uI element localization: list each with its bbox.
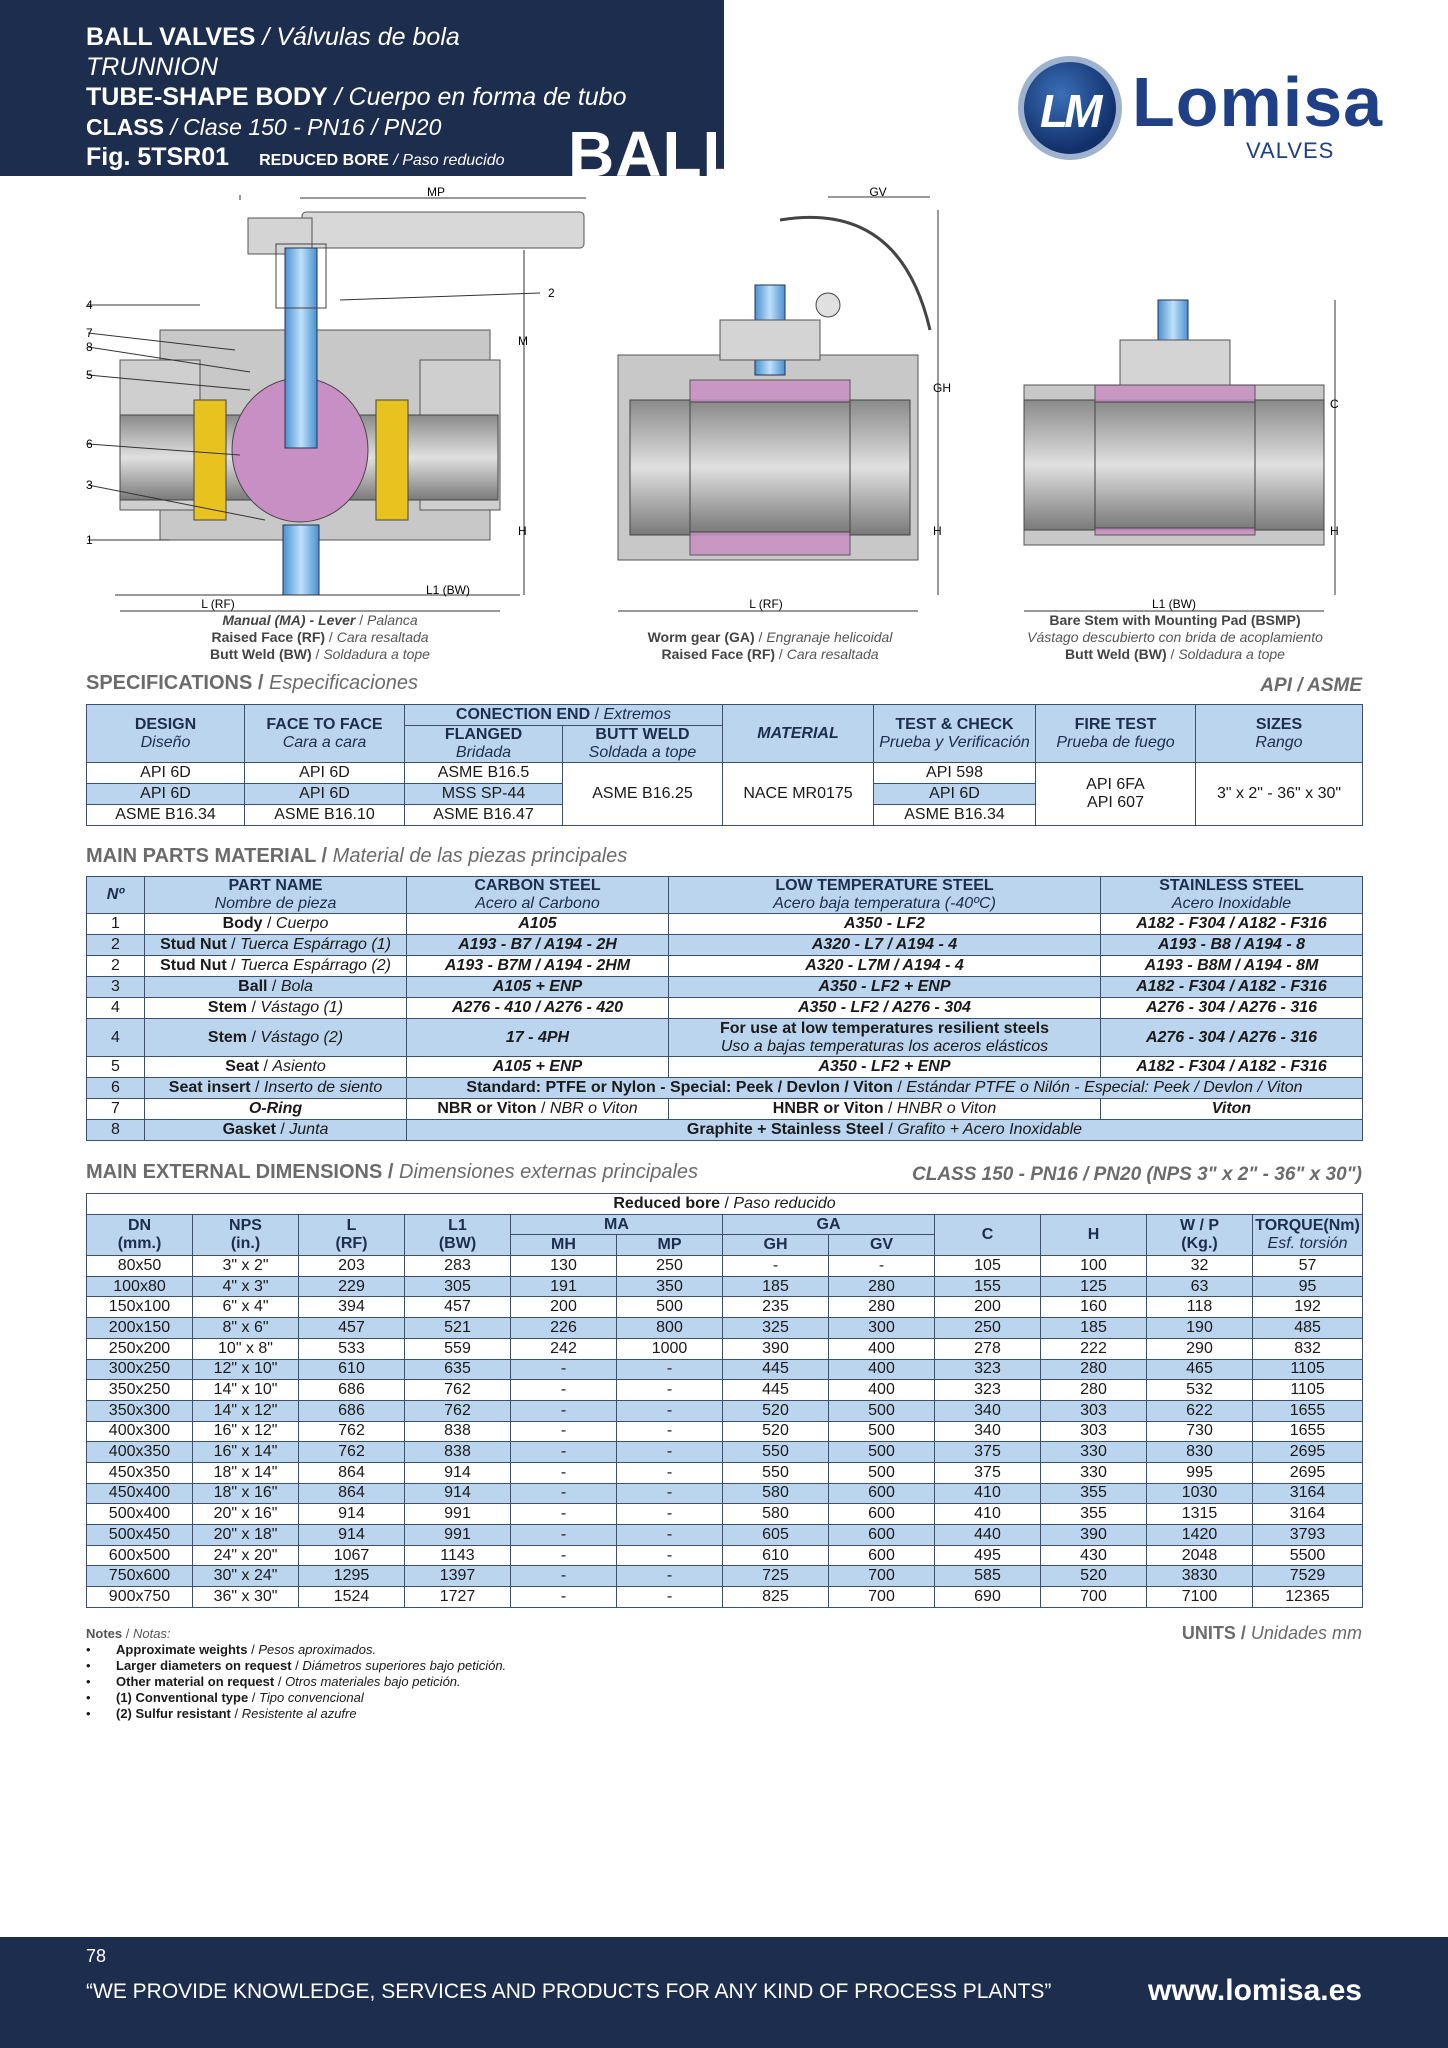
units-label: UNITS / Unidades mm bbox=[1181, 1623, 1362, 1643]
label-6: 6 bbox=[86, 437, 93, 451]
dims-row: 500x450 20" x 18" 914 991 - - 605 600 440 390 1420 3793 bbox=[87, 1525, 1363, 1546]
dims-row: 300x250 12" x 10" 610 635 - - 445 400 323 280 465 1105 bbox=[87, 1359, 1363, 1380]
spec-title: SPECIFICATIONS / Especificaciones bbox=[86, 672, 418, 694]
note-item: • Other material on request / Otros materiales bajo petición. bbox=[86, 1674, 506, 1690]
label-gv: GV bbox=[869, 185, 887, 199]
dims-row: 900x750 36" x 30" 1524 1727 - - 825 700 690 700 7100 12365 bbox=[87, 1587, 1363, 1608]
label-2: 2 bbox=[548, 286, 555, 300]
label-h3: H bbox=[1330, 524, 1339, 538]
note-item: • (2) Sulfur resistant / Resistente al azufre bbox=[86, 1706, 506, 1722]
header-banner bbox=[0, 0, 743, 190]
website-link[interactable]: www.lomisa.es bbox=[1148, 1974, 1362, 2007]
drawing-gear-valve bbox=[618, 185, 951, 611]
parts-row: 4 Stem / Vástago (2) 17 - 4PH For use at low temperatures resilient steels Uso a bajas temperaturas los aceros elásticos A276 - 304 / A276 - 316 bbox=[87, 1019, 1363, 1057]
dims-row: 750x600 30" x 24" 1295 1397 - - 725 700 585 520 3830 7529 bbox=[87, 1566, 1363, 1587]
parts-table: Nº PART NAME Nombre de pieza CARBON STEEL Acero al Carbono LOW TEMPERATURE STEEL Acero baja temperatura (-40ºC) STAINLESS STEEL Acero Inoxidable 1 Body / Cuerpo A105 A350 - LF2 A182 - F304 / A182 - F316 2 Stud Nut / Tuerca Espárrago (1) A193 - B7 / A194 - 2H A320 - L7 / A194 - 4 A193 - B8 / A194 - 8 2 Stud Nut / Tuerca Espárrago (2) A193 - B7M / A194 - 2HM A320 - L7M / A194 - 4 A193 - B8M / A194 - 8M 3 Ball / Bola A105 + ENP A350 - LF2 + ENP A182 - F304 / A182 - F316 4 Stem / Vástago (1) A276 - 410 / A276 - 420 A350 - LF2 / A276 - 304 A276 - 304 / A276 - 316 4 Stem / Vástago (2) 17 - 4PH For use at low temperatures resilient steels Uso a bajas temperaturas los aceros elásticos A276 - 304 / A276 - 316 5 Seat / Asiento A105 + ENP A350 - LF2 + ENP A182 - F304 / A182 - F316 6 Seat insert / Inserto de siento Standard: PTFE or Nylon - Special: Peek / Devlon / Viton / Estándar PTFE o Nilón - Especial: Peek / Devlon / Viton 7 O-Ring NBR or Viton / NBR o Viton HNBR or Viton / HNBR o Viton Viton 8 Gasket / Junta Graphite + Stainless Steel / Grafito + Acero Inoxidable bbox=[86, 876, 1363, 1141]
dims-row: 200x150 8" x 6" 457 521 226 800 325 300 250 185 190 485 bbox=[87, 1318, 1363, 1339]
label-gh: GH bbox=[933, 381, 951, 395]
parts-row: 2 Stud Nut / Tuerca Espárrago (1) A193 - B7 / A194 - 2H A320 - L7 / A194 - 4 A193 - B8 / A194 - 8 bbox=[87, 935, 1363, 956]
dims-table: Reduced bore / Paso reducido DN (mm.) NPS (in.) L (RF) L1 (BW) MA GA C H W / P (Kg.) TORQUE(Nm) Esf. torsión MH MP GH GV 80x50 3" x 2" 203 283 130 250 - - 105 100 32 57 100x80 4" x 3" 229 305 191 350 185 280 155 125 63 95 150x100 6" x 4" 394 457 200 500 235 280 200 160 118 192 200x150 8" x 6" 457 521 226 800 325 300 250 185 190 485 250x200 10" x 8" 533 559 242 1000 390 400 278 222 290 832 300x250 12" x 10" 610 635 - - 445 400 323 280 465 1105 350x250 14" x 10" 686 762 - - 445 400 323 280 532 1105 350x300 14" x 12" 686 762 - - 520 500 340 303 622 1655 400x300 16" x 12" 762 838 - - 520 500 340 303 730 1655 400x350 16" x 14" 762 838 - - 550 500 375 330 830 2695 450x350 18" x 14" 864 914 - - 550 500 375 330 995 2695 450x400 18" x 16" 864 914 - - 580 600 410 355 1030 3164 500x400 20" x 16" 914 991 - - 580 600 410 355 1315 3164 500x450 20" x 18" 914 991 - - 605 600 440 390 1420 3793 600x500 24" x 20" 1067 1143 - - 610 600 495 430 2048 5500 750x600 30" x 24" 1295 1397 - - 725 700 585 520 3830 7529 900x750 36" x 30" 1524 1727 - - 825 700 690 700 7100 12365 bbox=[86, 1193, 1363, 1608]
label-7: 7 bbox=[86, 326, 93, 340]
parts-row: 5 Seat / Asiento A105 + ENP A350 - LF2 + ENP A182 - F304 / A182 - F316 bbox=[87, 1057, 1363, 1078]
valve-drawings bbox=[0, 178, 1448, 618]
parts-row: 1 Body / Cuerpo A105 A350 - LF2 A182 - F304 / A182 - F316 bbox=[87, 914, 1363, 935]
notes: Notes / Notas: • Approximate weights / Pesos aproximados. • Larger diameters on request / Diámetros superiores bajo petición. • Other material on request / Otros materiales bajo petición. • (1) Conventional type / Tipo convencional • (2) Sulfur resistant / Resistente al azufre bbox=[86, 1626, 506, 1722]
dims-title: MAIN EXTERNAL DIMENSIONS / Dimensiones externas principales bbox=[86, 1161, 699, 1183]
dims-row: 400x350 16" x 14" 762 838 - - 550 500 375 330 830 2695 bbox=[87, 1442, 1363, 1463]
caption-bare-stem: Bare Stem with Mounting Pad (BSMP) Vástago descubierto con brida de acoplamiento Butt Weld (BW) / Soldadura a tope bbox=[1027, 612, 1323, 662]
label-l: L (RF) bbox=[201, 597, 235, 611]
caption-gear: Worm gear (GA) / Engranaje helicoidal Raised Face (RF) / Cara resaltada bbox=[647, 629, 893, 662]
label-m: M bbox=[518, 334, 528, 348]
label-h2: H bbox=[933, 524, 942, 538]
ball-watermark: BALL bbox=[568, 118, 743, 190]
spec-standard: API / ASME bbox=[1260, 675, 1362, 696]
label-1: 1 bbox=[86, 533, 93, 547]
title-line-2: TRUNNION bbox=[86, 53, 218, 81]
parts-row-8: 8 Gasket / Junta Graphite + Stainless Steel / Grafito + Acero Inoxidable bbox=[87, 1120, 1363, 1141]
dims-row: 150x100 6" x 4" 394 457 200 500 235 280 200 160 118 192 bbox=[87, 1297, 1363, 1318]
logo-sub: VALVES bbox=[1246, 138, 1335, 163]
label-l13: L1 (BW) bbox=[1151, 597, 1197, 611]
parts-row-7: 7 O-Ring NBR or Viton / NBR o Viton HNBR or Viton / HNBR o Viton Viton bbox=[87, 1099, 1363, 1120]
label-h: H bbox=[518, 524, 527, 538]
footer-slogan: “WE PROVIDE KNOWLEDGE, SERVICES AND PRODUCTS FOR ANY KIND OF PROCESS PLANTS” bbox=[86, 1980, 1052, 2003]
note-item: • Larger diameters on request / Diámetros superiores bajo petición. bbox=[86, 1658, 506, 1674]
label-8: 8 bbox=[86, 340, 93, 354]
spec-table: DESIGN Diseño FACE TO FACE Cara a cara CONECTION END / Extremos MATERIAL TEST & CHECK Prueba y Verificación FIRE TEST Prueba de fuego SIZES Rango FLANGED Bridada BUTT WELD Soldada a tope API 6D API 6D ASME B16.5 ASME B16.25 NACE MR0175 API 598 API 6FA API 607 3" x 2" - 36" x 30" API 6D API 6D MSS SP-44 API 6D ASME B16.34 ASME B16.10 ASME B16.47 ASME B16.34 bbox=[86, 704, 1363, 826]
label-l1: L1 (BW) bbox=[425, 583, 471, 597]
label-3: 3 bbox=[86, 478, 93, 492]
dims-row: 100x80 4" x 3" 229 305 191 350 185 280 155 125 63 95 bbox=[87, 1276, 1363, 1297]
dims-row: 350x300 14" x 12" 686 762 - - 520 500 340 303 622 1655 bbox=[87, 1400, 1363, 1421]
drawing-lever-valve bbox=[86, 185, 586, 611]
label-mp: MP bbox=[427, 185, 445, 199]
parts-row: 3 Ball / Bola A105 + ENP A350 - LF2 + ENP A182 - F304 / A182 - F316 bbox=[87, 977, 1363, 998]
drawing-bare-stem-valve bbox=[1024, 300, 1339, 611]
figure-code: Fig. 5TSR01 REDUCED BORE / Paso reducido bbox=[86, 143, 505, 171]
parts-row: 2 Stud Nut / Tuerca Espárrago (2) A193 - B7M / A194 - 2HM A320 - L7M / A194 - 4 A193 - B8M / A194 - 8M bbox=[87, 956, 1363, 977]
label-4: 4 bbox=[86, 298, 93, 312]
dims-row: 80x50 3" x 2" 203 283 130 250 - - 105 100 32 57 bbox=[87, 1256, 1363, 1277]
dims-class: CLASS 150 - PN16 / PN20 (NPS 3" x 2" - 36" x 30") bbox=[912, 1164, 1362, 1185]
dims-row: 450x350 18" x 14" 864 914 - - 550 500 375 330 995 2695 bbox=[87, 1462, 1363, 1483]
parts-title: MAIN PARTS MATERIAL / Material de las piezas principales bbox=[86, 845, 628, 867]
dims-row: 500x400 20" x 16" 914 991 - - 580 600 410 355 1315 3164 bbox=[87, 1504, 1363, 1525]
label-5: 5 bbox=[86, 368, 93, 382]
parts-row: 4 Stem / Vástago (1) A276 - 410 / A276 - 420 A350 - LF2 / A276 - 304 A276 - 304 / A276 - 316 bbox=[87, 998, 1363, 1019]
lomisa-logo bbox=[1018, 52, 1384, 172]
label-c: C bbox=[1330, 397, 1339, 411]
dims-row: 350x250 14" x 10" 686 762 - - 445 400 323 280 532 1105 bbox=[87, 1380, 1363, 1401]
dims-row: 600x500 24" x 20" 1067 1143 - - 610 600 495 430 2048 5500 bbox=[87, 1545, 1363, 1566]
note-item: • Approximate weights / Pesos aproximados. bbox=[86, 1642, 506, 1658]
page-number: 78 bbox=[86, 1946, 107, 1966]
logo-name: Lomisa bbox=[1132, 63, 1384, 141]
title-line-1: BALL VALVES / Válvulas de bola bbox=[86, 23, 460, 51]
parts-row-6: 6 Seat insert / Inserto de siento Standard: PTFE or Nylon - Special: Peek / Devlon / Viton / Estándar PTFE o Nilón - Especial: Peek / Devlon / Viton bbox=[87, 1078, 1363, 1099]
label-l2: L (RF) bbox=[749, 597, 783, 611]
note-item: • (1) Conventional type / Tipo convencional bbox=[86, 1690, 506, 1706]
dims-row: 400x300 16" x 12" 762 838 - - 520 500 340 303 730 1655 bbox=[87, 1421, 1363, 1442]
title-line-4: CLASS / Clase 150 - PN16 / PN20 bbox=[86, 114, 442, 140]
dims-row: 450x400 18" x 16" 864 914 - - 580 600 410 355 1030 3164 bbox=[87, 1483, 1363, 1504]
caption-lever: Manual (MA) - Lever / Palanca Raised Face (RF) / Cara resaltada Butt Weld (BW) / Soldadura a tope bbox=[210, 612, 430, 662]
dims-row: 250x200 10" x 8" 533 559 242 1000 390 400 278 222 290 832 bbox=[87, 1338, 1363, 1359]
logo-circle-icon: LM bbox=[1018, 56, 1122, 160]
title-line-3: TUBE-SHAPE BODY / Cuerpo en forma de tubo bbox=[86, 83, 627, 111]
